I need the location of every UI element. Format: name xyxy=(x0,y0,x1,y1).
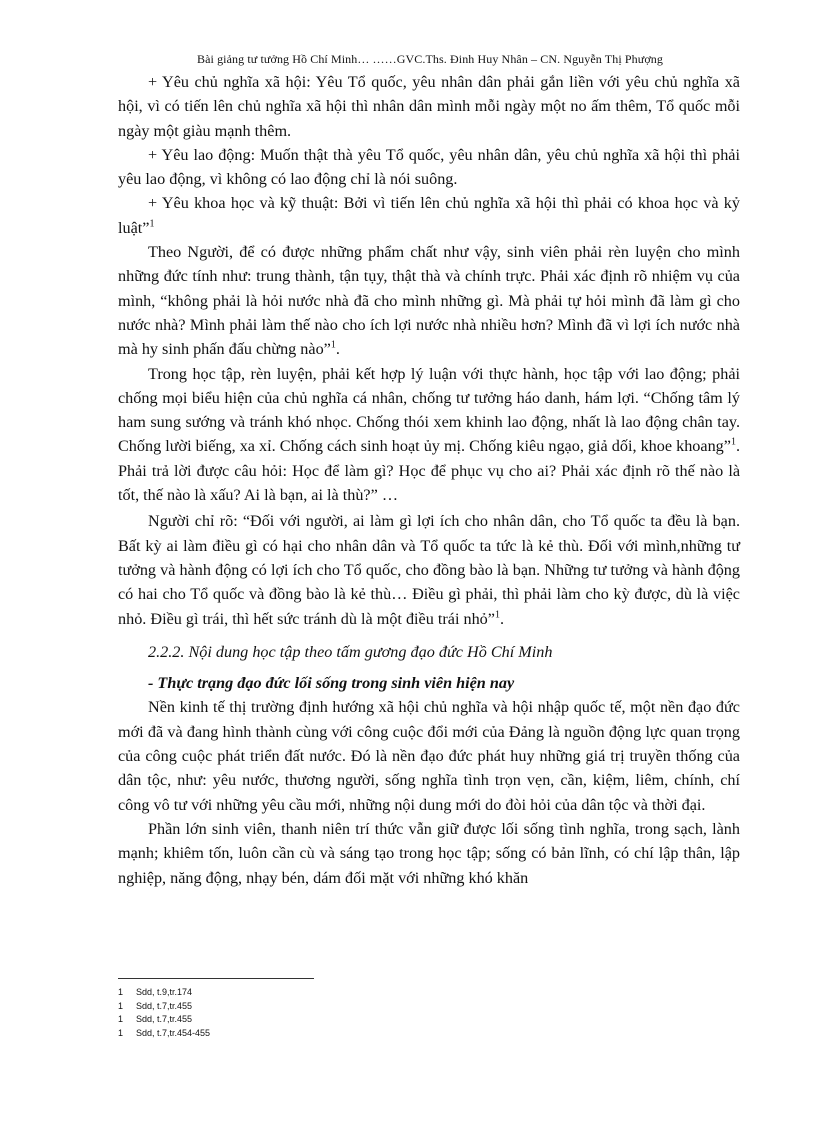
footnote-item: 1 Sdd, t.7,tr.455 xyxy=(118,1014,193,1024)
footnote-ref: 1 xyxy=(730,437,736,449)
footnote-ref: 1 xyxy=(494,609,500,621)
footnote-item: 1 Sdd, t.7,tr.455 xyxy=(118,1000,193,1011)
footnote-ref: 1 xyxy=(330,339,336,351)
footnote-divider xyxy=(118,978,314,979)
document-body xyxy=(118,70,740,890)
paragraph-love-labor: + Yêu lao động: Muốn thật thà yêu Tổ quốc, yêu nhân dân, yêu chủ nghĩa xã hội thì phải yêu lao động, vì không có lao động chỉ là nói suông. xyxy=(118,145,740,189)
paragraph-market-economy: Nền kinh tế thị trường định hướng xã hội chủ nghĩa và hội nhập quốc tế, một nền đạo đức mới đã và đang hình thành cùng với công cuộc đổi mới của Đảng là nguồn động lực quan trọng của công cuộc phát triển đất nước. Đó là nền đạo đức phát huy những giá trị truyền thống của dân tộc, như: yêu nước, thương người, sống nghĩa tình trọn vẹn, cần, kiệm, liêm, chính, chí công vô tư với những yêu cầu mới, những nội dung mới do đòi hỏi của dân tộc và thời đại. xyxy=(118,698,740,814)
footnote-item: 1 Sdd, t.7,tr.454-455 xyxy=(118,1027,211,1038)
footnote-item: 1 Sdd, t.9,tr.174 xyxy=(118,987,193,997)
footnotes xyxy=(118,986,518,1040)
paragraph-study: Trong học tập, rèn luyện, phải kết hợp lý luận với thực hành, học tập với lao động; phải chống mọi biểu hiện của chủ nghĩa cá nhân, chống tư tưởng háo danh, hám lợi. “Chống tâm lý ham sung sướng và tránh khó nhọc. Chống thói xem khinh lao động, nhất là lao động chân tay. Chống lười biếng, xa xỉ. Chống cách sinh hoạt ủy mị. Chống kiêu ngạo, giả dối, khoe khoang”$^1$. Phải trả lời được câu hỏi: Học để làm gì? Học để phục vụ cho ai? Phải xác định rõ thế nào là tốt, thế nào là xấu? Ai là bạn, ai là thù?” … xyxy=(118,364,740,505)
paragraph-love-socialism: + Yêu chủ nghĩa xã hội: Yêu Tổ quốc, yêu nhân dân phải gắn liền với yêu chủ nghĩa xã hội, vì có tiến lên chủ nghĩa xã hội thì nhân dân mình mỗi ngày một no ấm thêm, Tổ quốc mỗi ngày một giàu mạnh thêm. xyxy=(118,73,740,140)
paragraph-qualities: Theo Người, để có được những phẩm chất như vậy, sinh viên phải rèn luyện cho mình những đức tính như: trung thành, tận tụy, thật thà và chính trực. Phải xác định rõ nhiệm vụ của mình, “không phải là hỏi nước nhà đã cho mình những gì. Mà phải tự hỏi mình đã làm gì cho nước nhà? Mình phải làm thế nào cho ích lợi nước nhà nhiều hơn? Mình đã vì lợi ích nước nhà mà hy sinh phấn đấu chừng nào”$^1$. xyxy=(118,243,740,359)
footnote-ref: 1 xyxy=(149,218,155,230)
paragraph-friend-enemy: Người chỉ rõ: “Đối với người, ai làm gì lợi ích cho nhân dân, cho Tổ quốc ta đều là bạn. Bất kỳ ai làm điều gì có hại cho nhân dân và Tổ quốc ta tức là kẻ thù. Đối với mình,những tư tưởng và hành động có lợi ích cho Tổ quốc, cho đồng bào là bạn. Những tư tưởng và hành động có hai cho Tổ quốc và đồng bào là kẻ thù… Điều gì phải, thì phải làm cho kỳ được, dù là việc nhỏ. Điều gì trái, thì hết sức tránh dù là một điều trái nhỏ”$^1$. xyxy=(118,512,740,628)
running-header: Bài giảng tư tưởng Hồ Chí Minh… ……GVC.Ths. Đinh Huy Nhân – CN. Nguyễn Thị Phượng xyxy=(197,52,663,66)
paragraph-love-science: + Yêu khoa học và kỹ thuật: Bởi vì tiến lên chủ nghĩa xã hội thì phải có khoa học và kỷ luật”$^1$ xyxy=(118,194,740,237)
paragraph-students: Phần lớn sinh viên, thanh niên trí thức vẫn giữ được lối sống tình nghĩa, trong sạch, lành mạnh; khiêm tốn, luôn cần cù và sáng tạo trong học tập; sống có bản lĩnh, có chí lập thân, lập nghiệp, năng động, nhạy bén, dám đối mặt với những khó khăn xyxy=(118,819,740,887)
section-heading: 2.2.2. Nội dung học tập theo tấm gương đạo đức Hồ Chí Minh xyxy=(148,642,553,661)
subheading: - Thực trạng đạo đức lối sống trong sinh viên hiện nay xyxy=(148,674,515,693)
